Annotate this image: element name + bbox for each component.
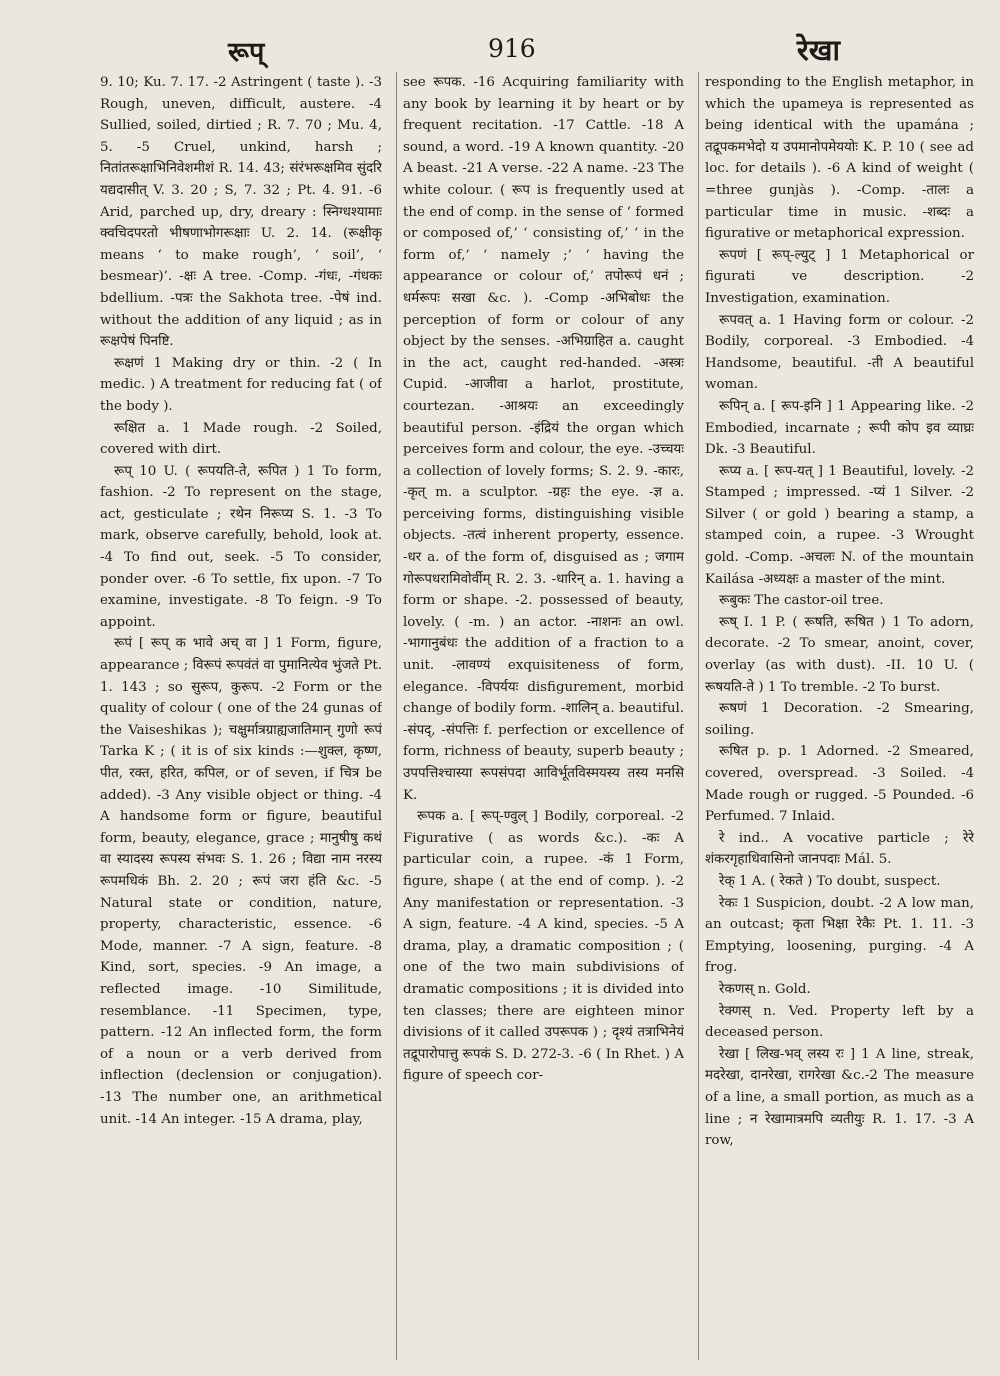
entry: रूपक a. [ रूप्-ण्वुल् ] Bodily, corporeal. -2 Figurative ( as words &c.). -कः A particular coin, a rupee. -कं 1 Form, figure, shape ( at the end of comp. ). -2 Any manifestation or representation. -3 A sign, feature. -4 A kind, species. -5 A drama, play, a dramatic composition ; ( one of the two main subdivisions of dramatic compositions ; it is divided into ten classes; there are eighteen minor divisions of it called उपरूपक ) ; दृश्यं तत्राभिनेयं तद्रूपारोपात्तु रूपकं S. D. 272-3. -6 ( In Rhet. ) A figure of speech cor- (403, 809, 684, 1084)
entry: रूक्षणं 1 Making dry or thin. -2 ( In medic. ) A treatment for reducing fat ( of the body ). (100, 355, 382, 414)
entry: रूपवत् a. 1 Having form or colour. -2 Bodily, corporeal. -3 Embodied. -4 Handsome, beautiful. -ती A beautiful woman. (705, 312, 974, 393)
header-left-guideword: रूप् (228, 37, 265, 68)
header-right-guideword: रेखा (796, 33, 840, 67)
entry: रूपं [ रूप् क भावे अच् वा ] 1 Form, figure, appearance ; विरूपं रूपवंतं वा पुमानित्येव भुंजते Pt. 1. 143 ; so सुरूप, कुरूप. -2 Form or the quality of colour ( one of the 24 gunas of the Vaiseshikas ); चक्षुर्मात्रग्राह्यजातिमान् गुणो रूपं Tarka K ; ( it is of six kinds :—शुक्ल, कृष्ण, पीत, रक्त, हरित, कपिल, or of seven, if चित्र be added). -3 Any visible object or thing. -4 A handsome form or figure, beautiful form, beauty, elegance, grace ; मानुषीषु कथं वा स्यादस्य रूपस्य संभवः S. 1. 26 ; विद्या नाम नरस्य रूपमधिकं Bh. 2. 20 ; रूपं जरा हंति &c. -5 Natural state or condition, nature, property, characteristic, essence. -6 Mode, manner. -7 A sign, feature. -8 Kind, sort, species. -9 An image, a reflected image. -10 Similitude, resemblance. -11 Specimen, type, pattern. -12 An inflected form, the form of a noun or a verb derived from inflection (declension or conjugation). -13 The number one, an arithmetical unit. -14 An integer. -15 A drama, play, (100, 636, 382, 1127)
entry: रेक्णस् n. Ved. Property left by a deceased person. (705, 1003, 974, 1041)
entry: रूषित p. p. 1 Adorned. -2 Smeared, covered, overspread. -3 Soiled. -4 Made rough or rugged. -5 Pounded. -6 Perfumed. 7 Inlaid. (705, 744, 974, 825)
entry: रेकः 1 Suspicion, doubt. -2 A low man, an outcast; कृता भिक्षा रेकैः Pt. 1. 11. -3 Emptying, loosening, purging. -4 A frog. (705, 895, 974, 976)
entry: रूषणं 1 Decoration. -2 Smearing, soiling. (705, 701, 974, 738)
entry-continuation: 9. 10; Ku. 7. 17. -2 Astringent ( taste ). -3 Rough, uneven, difficult, austere. -4 Sullied, soiled, dirtied ; R. 7. 70 ; Mu. 4, 5. -5 Cruel, unkind, harsh ; नितांतरूक्षाभिनिवेशमीशं R. 14. 43; संरंभरूक्षमिव सुंदरि यद्यदासीत् V. 3. 20 ; S, 7. 32 ; Pt. 4. 91. -6 Arid, parched up, dry, dreary : स्निग्धश्यामाः क्वचिदपरतो भीषणाभोगरूक्षाः U. 2. 14. (रूक्षीकृ means ‘ to make rough’, ‘ soil’, ‘ besmear)’. -क्षः A tree. -Comp. -गंधः, -गंधकः bdellium. -पत्रः the Sakhota tree. -पेषं ind. without the addition of any liquid ; as in रूक्षपेषं पिनष्टि. (100, 75, 382, 350)
column-3 (698, 72, 974, 1360)
entry: रूष् I. 1 P. ( रूषति, रूषित ) 1 To adorn, decorate. -2 To smear, anoint, cover, overlay (as with dust). -II. 10 U. ( रूषयति-ते ) 1 To tremble. -2 To burst. (705, 614, 974, 695)
page-header (100, 26, 958, 72)
entry: रूपिन् a. [ रूप-इनि ] 1 Appearing like. -2 Embodied, incarnate ; रूपी कोप इव व्याघ्रः Dk. -3 Beautiful. (705, 398, 974, 458)
entry: रूप्य a. [ रूप-यत् ] 1 Beautiful, lovely. -2 Stamped ; impressed. -प्यं 1 Silver. -2 Silver ( or gold ) bearing a stamp, a stamped coin, a rupee. -3 Wrought gold. -Comp. -अचलः N. of the mountain Kailása -अध्यक्षः a master of the mint. (705, 463, 974, 587)
entry: रूपणं [ रूप्-ल्युट् ] 1 Metaphorical or figurati ve description. -2 Investigation, examination. (705, 247, 974, 306)
entry: रेखा [ लिख-भव् लस्य रः ] 1 A line, streak, मदरेखा, दानरेखा, रागरेखा &c.-2 The measure of a line, a small portion, as much as a line ; न रेखामात्रमपि व्यतीयुः R. 1. 17. -3 A row, (705, 1046, 974, 1149)
entry: रेक् 1 A. ( रेकते ) To doubt, suspect. (719, 873, 941, 889)
entry-continuation: responding to the English metaphor, in which the upameya is represented as being identical with the upamána ; तद्रूपकमभेदो य उपमानोपमेययोः K. P. 10 ( see ad loc. for details ). -6 A kind of weight ( =three gunjàs ). -Comp. -तालः a particular time in music. -शब्दः a figurative or metaphorical expression. (705, 75, 974, 242)
column-1 (100, 72, 382, 1360)
entry: रूप् 10 U. ( रूपयति-ते, रूपित ) 1 To form, fashion. -2 To represent on the stage, act, gesticulate ; रथेन निरूप्य S. 1. -3 To mark, observe carefully, behold, look at. -4 To find out, seek. -5 To consider, ponder over. -6 To settle, fix upon. -7 To examine, investigate. -8 To feign. -9 To appoint. (100, 463, 382, 630)
entry: रूक्षित a. 1 Made rough. -2 Soiled, covered with dirt. (100, 420, 382, 458)
entry: रे ind.. A vocative particle ; रेरे शंकरगृहाधिवासिनो जानपदाः Mál. 5. (705, 830, 974, 868)
text-columns (100, 72, 974, 1360)
entry: रूबुकः The castor-oil tree. (719, 593, 884, 609)
page-number: 916 (488, 34, 536, 63)
entry: रेकणस् n. Gold. (719, 981, 811, 997)
column-2 (396, 72, 684, 1360)
entry-continuation: see रूपक. -16 Acquiring familiarity with any book by learning it by heart or by frequent recitation. -17 Cattle. -18 A sound, a word. -19 A known quantity. -20 A beast. -21 A verse. -22 A name. -23 The white colour. ( रूप is frequently used at the end of comp. in the sense of ‘ formed or composed of,’ ‘ consisting of,’ ‘ in the form of,’ ‘ namely ;’ ‘ having the appearance or colour of,’ तपोरूपं धनं ; धर्मरूपः सखा &c. ). -Comp -अभिबोधः the perception of form or colour of any object by the senses. -अभिग्राहित a. caught in the act, caught red-handed. -अस्त्रः Cupid. -आजीवा a harlot, prostitute, courtezan. -आश्रयः an exceedingly beautiful person. -इंद्रियं the organ which perceives form and colour, the eye. -उच्चयः a collection of lovely forms; S. 2. 9. -कारः, -कृत् m. a sculptor. -ग्रहः the eye. -ज्ञ a. perceiving forms, distinguishing visible objects. -तत्वं inherent property, essence. -धर a. of the form of, disguised as ; जगाम गोरूपधरामिवोर्वीम् R. 2. 3. -धारिन् a. 1. having a form or shape. -2. possessed of beauty, lovely. ( -m. ) an actor. -नाशनः an owl. -भागानुबंधः the addition of a fraction to a unit. -लावण्यं exquisiteness of form, elegance. -विपर्ययः disfigurement, morbid change of bodily form. -शालिन् a. beautiful. -संपद्, -संपत्तिः f. perfection or excellence of form, richness of beauty, superb beauty ; उपपत्तिश्चास्या रूपसंपदा आविर्भूतविस्मयस्य तस्य मनसि K. (403, 75, 684, 803)
